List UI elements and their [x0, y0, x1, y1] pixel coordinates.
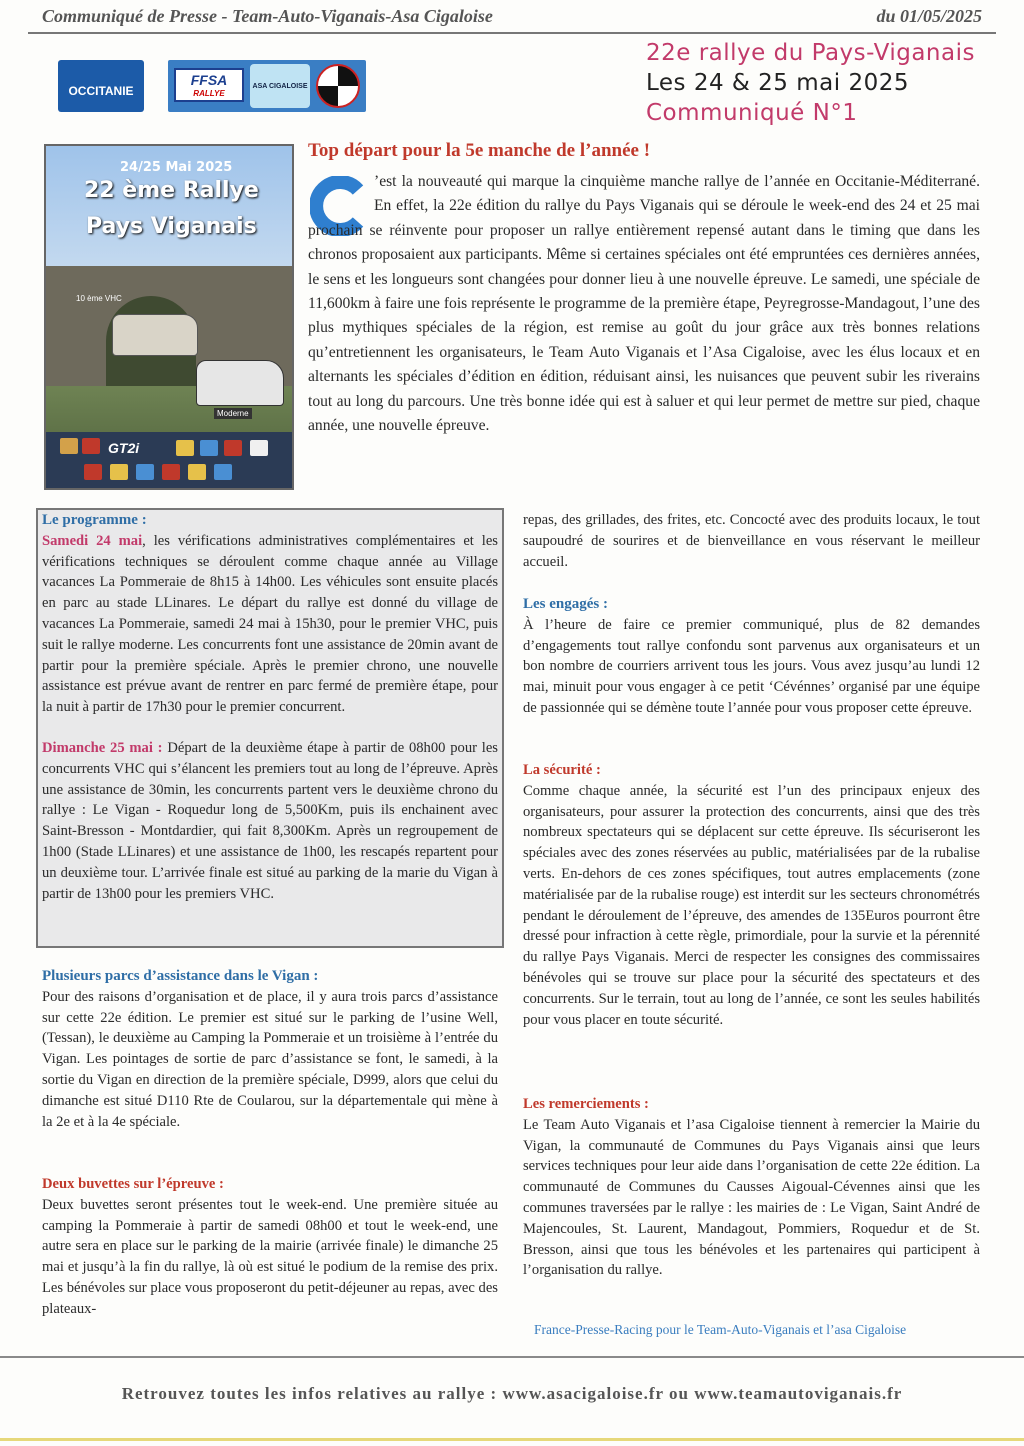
coat-of-arms-icon: [84, 464, 102, 480]
ffsa-logo-text: FFSA: [190, 72, 228, 88]
poster-title-line1: 22 ème Rallye: [84, 178, 259, 203]
intro-text: ’est la nouveauté qui marque la cinquième manche rallye de l’année en Occitanie-Méditerrané. En effet, la 22e édition du rallye du Pays Viganais qui se déroule le week-end des 24 et 25 mai prochain se réinvente pour proposer un rallye entièrement repensé autant dans le timing que dans les chronos proposaient aux participants. Même si certaines spéciales ont été empruntées ces dernières années, le sens et les longueurs sont changées pour donner lieu à une nouvelle épreuve. Le samedi, une spéciale de 11,600km à faire une fois représente le programme de la première étape, Peyregrosse-Mandagout, l’une des plus mythiques spéciales de la région, est remise au goût du jour grâce aux très bonnes relations qu’entretiennent les organisateurs, le Team Auto Viganais et l’Asa Cigaloise, avec les élus locaux et en alternants les spéciales d’édition en édition, réduisant ainsi, les nuisances que peuvent subir les riverains tout au long du parcours. Une très bonne idée qui est à saluer et qui leur permet de mettre sur pied, chaque année, une nouvelle épreuve.: [308, 173, 980, 435]
buvettes-section: [42, 1174, 498, 1320]
sunday-label: Dimanche 25 mai :: [42, 739, 163, 756]
rally-poster: [44, 144, 294, 490]
parcs-section: [42, 966, 498, 1132]
press-credit: France-Presse-Racing pour le Team-Auto-Viganais et l’asa Cigaloise: [534, 1322, 907, 1337]
communique-number: Communiqué N°1: [646, 100, 858, 126]
poster-date: 24/25 Mai 2025: [120, 160, 233, 175]
ffsa-logo: [174, 68, 244, 102]
poster-vhc-car: [112, 314, 198, 356]
programme-sunday: [42, 738, 498, 904]
coat-of-arms-icon: [214, 464, 232, 480]
occitanie-logo-text: OCCITANIE: [68, 84, 134, 98]
coat-of-arms-icon: [188, 464, 206, 480]
coat-of-arms-icon: [110, 464, 128, 480]
coat-of-arms-icon: [136, 464, 154, 480]
remerciements-heading: Les remerciements :: [523, 1096, 649, 1112]
asa-cigaloise-logo: ASA CIGALOISE: [250, 64, 310, 108]
engages-heading: Les engagés :: [523, 596, 608, 612]
poster-title-line2: Pays Viganais: [86, 214, 257, 239]
saturday-text: , les vérifications administratives complémentaires et les vérifications techniques se déroulent comme chaque année au Village vacances La Pommeraie de 8h15 à 14h00. Les véhicules sont ensuite placés en parc au stade LLinares. Le départ du rallye est donné du village de vacances La Pommeraie, samedi 24 mai à 15h30, pour le premier VHC, puis suit le rallye moderne. Les concurrents font une assistance de 20min avant de partir pour la première spéciale. Après le premier chrono, une nouvelle assistance est prévue avant de rentrer en parc fermé de première étape, pour la nuit à partir de 17h30 pour le premier concurrent.: [42, 532, 498, 716]
securite-heading: La sécurité :: [523, 762, 601, 778]
poster-modern-label: Moderne: [214, 408, 252, 419]
securite-text: Comme chaque année, la sécurité est l’un des principaux enjeux des organisateurs, pour assurer la protection des concurrents, ainsi que des très nombreux spectateurs qui se déplacent sur cette épreuve. Ils sécuriseront les spéciales avec des zones réservées au public, matérialisées par de la rubalise verts. En-dehors de ces zones spécifiques, tout autres emplacements (zone matérialisée par de la rubalise rouge) est interdit sur les secteurs chronométrés pendant le déroulement de l’épreuve, des amendes de 135Euros pourront être dressé pour infraction à cette règle, primordiale, pour la survie et la pérennité du rallye Pays Viganais. Merci de respecter les consignes des commissaires bénévoles qui se trouve sur place pour la sécurité des spectateurs et des concurrents. Sur le terrain, tout au long de l’année, ce sont les seules habilités pour vous placer en toute sécurité.: [523, 782, 980, 1028]
rally-title: 22e rallye du Pays-Viganais: [646, 40, 975, 66]
buvettes-text: Deux buvettes seront présentes tout le week-end. Une première située au camping la Pommeraie à partir de samedi 08h00 et tout le week-end, une autre sera en place sur le parking de la mairie (arrivée finale) le dimanche 25 mai et jusqu’à la fin du rallye, là où est situé le podium de la remise des prix. Les bénévoles sur place vous proposeront du petit-déjeuner au repas, avec des plateaux-: [42, 1196, 498, 1317]
header-date: du 01/05/2025: [876, 6, 982, 26]
sponsor-badge-icon: [60, 438, 78, 454]
occitanie-logo: [58, 60, 144, 112]
securite-section: [523, 760, 980, 1030]
dropcap-spacer: [308, 170, 374, 218]
rally-dates: Les 24 & 25 mai 2025: [646, 70, 909, 96]
sunday-text: Départ de la deuxième étape à partir de 08h00 pour les concurrents VHC qui s’élancent les premiers tout au long de l’épreuve. Après une assistance de 30min, les concurrents partent vers le deuxième chrono du rallye : Le Vigan - Roquedur long de 5,500Km, puis ils enchainent avec Saint-Bresson - Montdardier, qui fait 8,300Km. Après un regroupement de 1h00 (Stade LLinares) et une assistance de 1h00, les rescapés repartent pour un deuxième tour. L’arrivée finale est situé au parking de la marie du Vigan à partir de 13h00 pour les premiers VHC.: [42, 739, 498, 902]
buvettes-continued-text: repas, des grillades, des frites, etc. Concocté avec des produits locaux, le tout saupoudré de sourires et de bienveillance en vous réservant le meilleur accueil.: [523, 512, 980, 570]
programme-section: [42, 510, 498, 904]
checkered-flag-logo: [316, 64, 360, 108]
remerciements-text: Le Team Auto Viganais et l’asa Cigaloise tiennent à remercier la Mairie du Vigan, la communauté de Communes du Pays Viganais ainsi que leurs services techniques pour leur aide dans l’organisation de cette 22e édition. La communauté de Communes du Causses Aigoual-Cévennes ainsi que les communes traversées par le rallye : les mairies de : Le Vigan, Saint André de Majencoules, St. Laurent, Mandagout, Pommiers, Roquedur et de St. Bresson, ainsi que tous les bénévoles et les partenaires qui participent à l’organisation du rallye.: [523, 1116, 980, 1279]
sponsor-badge-icon: [176, 440, 194, 456]
engages-section: [523, 594, 980, 719]
programme-heading: Le programme :: [42, 512, 147, 528]
poster-sponsor-gt2i: GT2i: [108, 440, 140, 456]
sponsor-badge-icon: [200, 440, 218, 456]
parcs-heading: Plusieurs parcs d’assistance dans le Vigan :: [42, 968, 319, 984]
footer-divider: [0, 1356, 1024, 1358]
buvettes-heading: Deux buvettes sur l’épreuve :: [42, 1176, 224, 1192]
footer-accent-bar: [0, 1438, 1024, 1441]
parcs-text: Pour des raisons d’organisation et de place, il y aura trois parcs d’assistance sur cette 22e édition. Le premier est situé sur le parking de l’usine Well, (Tessan), le deuxième au Camping la Pommeraie et un troisième à l’entrée du Vigan. Les pointages de sortie de parc d’assistance se font, le samedi, à la sortie du Vigan en direction de la première spéciale, D999, alors que celui du dimanche est situé D110 Rte de Coularou, sur la départementale qui mène à la 2e et à la 4e spéciale.: [42, 988, 498, 1130]
programme-saturday: [42, 531, 498, 718]
sponsor-badge-icon: [82, 438, 100, 454]
poster-modern-car: [196, 360, 284, 406]
remerciements-section: [523, 1094, 980, 1281]
engages-text: À l’heure de faire ce premier communiqué, plus de 82 demandes d’engagements tout rallye confondu sont parvenus aux organisateurs et un bon nombre de courriers arrivent tous les jours. Vous avez jusqu’au lundi 12 mai, minuit pour vous engager à ce petit ‘Cévénnes’ organisé par une équipe de passionnée qui se démène toute l’année pour vous proposer cette épreuve.: [523, 616, 980, 716]
lead-heading: Top départ pour la 5e manche de l’année !: [308, 140, 651, 161]
saturday-label: Samedi 24 mai: [42, 532, 143, 549]
header-divider: [28, 32, 996, 34]
sponsor-badge-icon: [224, 440, 242, 456]
buvettes-continued: [523, 510, 980, 572]
poster-vhc-label: 10 ème VHC: [76, 294, 122, 303]
coat-of-arms-icon: [162, 464, 180, 480]
sponsor-badge-icon: [250, 440, 268, 456]
footer-website-links: Retrouvez toutes les infos relatives au rallye : www.asacigaloise.fr ou www.teamautoviganais.fr: [121, 1384, 903, 1403]
ffsa-logo-sub: RALLYE: [193, 89, 225, 98]
header-title: Communiqué de Presse - Team-Auto-Viganais-Asa Cigaloise: [42, 6, 493, 26]
intro-paragraph: [308, 170, 980, 438]
